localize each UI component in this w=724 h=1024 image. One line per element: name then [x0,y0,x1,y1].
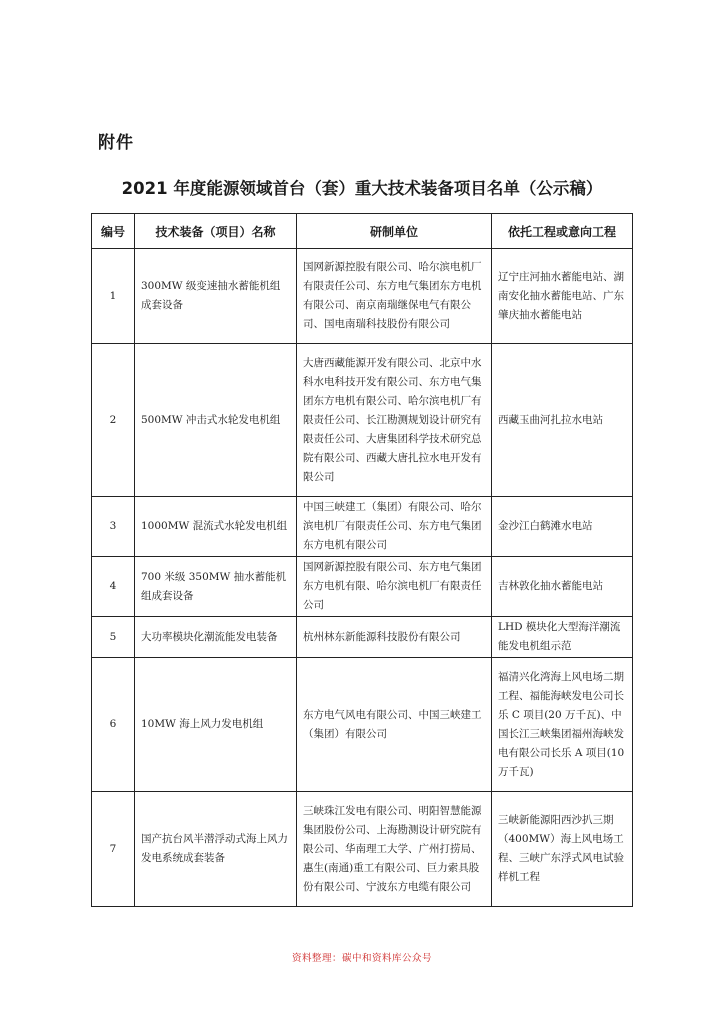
target-project: 金沙江白鹤滩水电站 [492,497,633,557]
developer-units: 杭州林东新能源科技股份有限公司 [297,617,492,658]
equipment-name: 国产抗台风半潜浮动式海上风力发电系统成套装备 [135,792,297,907]
header-no: 编号 [92,214,135,249]
developer-units: 东方电气风电有限公司、中国三峡建工（集团）有限公司 [297,658,492,792]
header-developer: 研制单位 [297,214,492,249]
target-project: 吉林敦化抽水蓄能电站 [492,557,633,617]
table-row [92,249,633,344]
developer-units: 国网新源控股有限公司、哈尔滨电机厂有限责任公司、东方电气集团东方电机有限公司、南京南瑞继保电气有限公司、国电南瑞科技股份有限公司 [297,249,492,344]
row-number: 2 [92,344,135,497]
row-number: 4 [92,557,135,617]
target-project: 辽宁庄河抽水蓄能电站、湖南安化抽水蓄能电站、广东肇庆抽水蓄能电站 [492,249,633,344]
table-header-row [92,214,633,249]
project-table [91,213,633,907]
target-project: 福清兴化湾海上风电场二期工程、福能海峡发电公司长乐 C 项目(20 万千瓦)、中国长江三峡集团福州海峡发电有限公司长乐 A 项目(10 万千瓦) [492,658,633,792]
equipment-name: 1000MW 混流式水轮发电机组 [135,497,297,557]
target-project: 三峡新能源阳西沙扒三期（400MW）海上风电场工程、三峡广东浮式风电试验样机工程 [492,792,633,907]
equipment-name: 大功率模块化潮流能发电装备 [135,617,297,658]
row-number: 1 [92,249,135,344]
table-row [92,792,633,907]
row-number: 3 [92,497,135,557]
row-number: 5 [92,617,135,658]
row-number: 6 [92,658,135,792]
attachment-label: 附件 [98,133,134,153]
target-project: LHD 模块化大型海洋潮流能发电机组示范 [492,617,633,658]
target-project: 西藏玉曲河扎拉水电站 [492,344,633,497]
row-number: 7 [92,792,135,907]
developer-units: 国网新源控股有限公司、东方电气集团东方电机有限、哈尔滨电机厂有限责任公司 [297,557,492,617]
header-equipment-name: 技术装备（项目）名称 [135,214,297,249]
developer-units: 三峡珠江发电有限公司、明阳智慧能源集团股份公司、上海勘测设计研究院有限公司、华南理工大学、广州打捞局、惠生(南通)重工有限公司、巨力索具股份有限公司、宁波东方电缆有限公司 [297,792,492,907]
document-title: 2021 年度能源领域首台（套）重大技术装备项目名单（公示稿） [121,179,603,198]
header-project: 依托工程或意向工程 [492,214,633,249]
table-row [92,557,633,617]
developer-units: 大唐西藏能源开发有限公司、北京中水科水电科技开发有限公司、东方电气集团东方电机有限公司、哈尔滨电机厂有限责任公司、长江勘测规划设计研究有限责任公司、大唐集团科学技术研究总院有限公司、西藏大唐扎拉水电开发有限公司 [297,344,492,497]
equipment-name: 700 米级 350MW 抽水蓄能机组成套设备 [135,557,297,617]
equipment-name: 10MW 海上风力发电机组 [135,658,297,792]
equipment-name: 300MW 级变速抽水蓄能机组成套设备 [135,249,297,344]
table-row [92,617,633,658]
table-row [92,497,633,557]
developer-units: 中国三峡建工（集团）有限公司、哈尔滨电机厂有限责任公司、东方电气集团东方电机有限公司 [297,497,492,557]
table-row [92,344,633,497]
table-row [92,658,633,792]
equipment-name: 500MW 冲击式水轮发电机组 [135,344,297,497]
source-footer-note: 资料整理：碳中和资料库公众号 [291,953,432,964]
